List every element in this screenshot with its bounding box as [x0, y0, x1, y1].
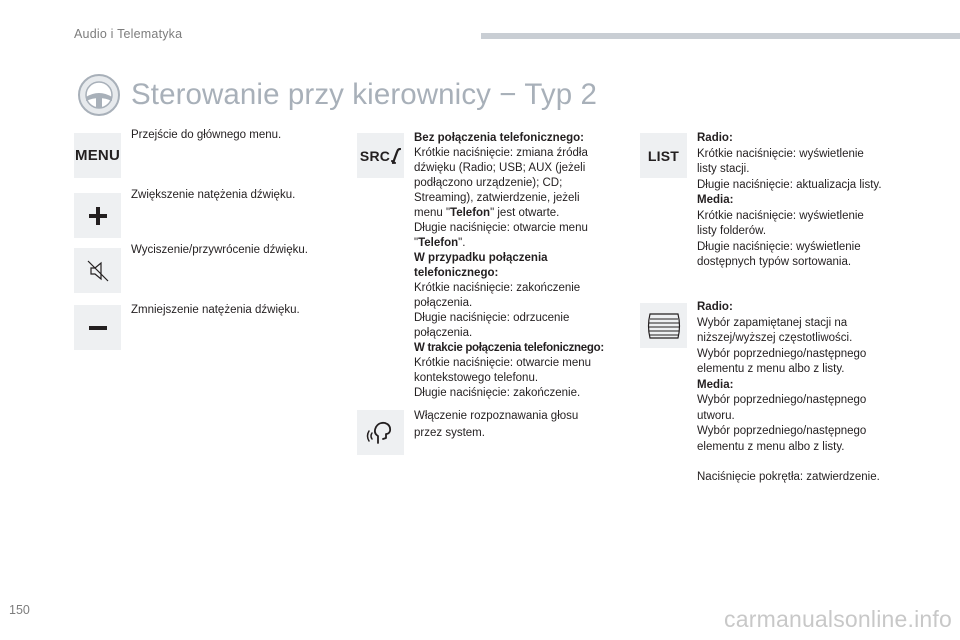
- plus-icon: [88, 206, 108, 226]
- src-line: [414, 236, 629, 251]
- thumbwheel-press-description: Naciśnięcie pokrętła: zatwierdzenie.: [697, 471, 880, 483]
- volume-up-button[interactable]: [74, 193, 121, 238]
- list-line: Krótkie naciśnięcie: wyświetlenie: [697, 147, 864, 160]
- menu-button-label: MENU: [75, 147, 120, 164]
- voice-line: przez system.: [414, 427, 485, 439]
- wheel-heading-media: Media:: [697, 378, 734, 391]
- src-line: Długie naciśnięcie: odrzucenie: [414, 312, 570, 324]
- minus-icon: [88, 318, 108, 338]
- src-text: ".: [458, 237, 466, 249]
- voice-command-button[interactable]: [357, 410, 404, 455]
- src-heading-no-call: Bez połączenia telefonicznego:: [414, 132, 584, 144]
- menu-description: Przejście do głównego menu.: [131, 129, 282, 141]
- list-description: [697, 131, 912, 271]
- src-line: kontekstowego telefonu.: [414, 372, 539, 384]
- list-line: dostępnych typów sortowania.: [697, 256, 852, 268]
- wheel-line: Wybór zapamiętanej stacji na: [697, 316, 848, 329]
- src-line: połączenia.: [414, 297, 473, 309]
- voice-command-icon: [366, 419, 396, 447]
- src-description: [414, 131, 629, 401]
- voice-line: Włączenie rozpoznawania głosu: [414, 410, 579, 422]
- src-line: Długie naciśnięcie: otwarcie menu: [414, 222, 588, 234]
- wheel-line: niższej/wyższej częstotliwości.: [697, 332, 853, 344]
- list-line: Długie naciśnięcie: aktualizacja listy.: [697, 178, 882, 191]
- src-phone-menu: Telefon: [450, 207, 491, 219]
- src-line: podłączono urządzenie); CD;: [414, 177, 563, 189]
- src-button-label: SRC: [359, 147, 391, 164]
- header-bar: [481, 33, 960, 39]
- volume-down-button[interactable]: [74, 305, 121, 350]
- list-button[interactable]: [640, 133, 687, 178]
- mute-button[interactable]: [74, 248, 121, 293]
- src-line: Streaming), zatwierdzenie, jeżeli: [414, 192, 580, 204]
- list-line: listy folderów.: [697, 225, 767, 237]
- src-text: menu ": [414, 207, 451, 219]
- src-line: Krótkie naciśnięcie: zakończenie: [414, 282, 581, 294]
- src-button[interactable]: [357, 133, 404, 178]
- page-number: 150: [9, 603, 30, 617]
- mute-description: Wyciszenie/przywrócenie dźwięku.: [131, 244, 308, 256]
- wheel-line: Wybór poprzedniego/następnego: [697, 425, 867, 437]
- src-line: połączenia.: [414, 327, 473, 339]
- thumbwheel-control[interactable]: [640, 303, 687, 348]
- list-heading-media: Media:: [697, 194, 734, 206]
- src-line: Długie naciśnięcie: zakończenie.: [414, 387, 581, 399]
- thumbwheel-icon: [646, 311, 682, 341]
- src-line: Krótkie naciśnięcie: otwarcie menu: [414, 357, 592, 369]
- page-title: Sterowanie przy kierownicy − Typ 2: [131, 78, 598, 111]
- src-text: " jest otwarte.: [490, 207, 560, 219]
- menu-button[interactable]: [74, 133, 121, 178]
- thumbwheel-description: [697, 300, 912, 455]
- src-line: [414, 206, 629, 221]
- wheel-line: Wybór poprzedniego/następnego: [697, 394, 867, 406]
- src-phone-menu: Telefon: [418, 237, 459, 249]
- list-heading-radio: Radio:: [697, 132, 733, 144]
- steering-wheel-icon: [75, 71, 123, 119]
- wheel-line: elementu z menu albo z listy.: [697, 363, 845, 375]
- volume-up-description: Zwiększenie natężenia dźwięku.: [131, 189, 296, 201]
- src-heading-during-call: W trakcie połączenia telefonicznego:: [414, 342, 604, 354]
- voice-command-description: [414, 408, 578, 442]
- list-line: Krótkie naciśnięcie: wyświetlenie: [697, 209, 864, 222]
- wheel-line: Wybór poprzedniego/następnego: [697, 347, 867, 360]
- watermark: carmanualsonline.info: [724, 606, 952, 632]
- phone-hook-icon: [391, 148, 401, 164]
- wheel-line: utworu.: [697, 409, 735, 422]
- src-line: Krótkie naciśnięcie: zmiana źródła: [414, 147, 588, 159]
- src-heading-incoming: W przypadku połączenia: [414, 252, 548, 264]
- list-line: listy stacji.: [697, 163, 750, 175]
- mute-icon: [85, 258, 111, 284]
- wheel-line: elementu z menu albo z listy.: [697, 440, 845, 453]
- src-text: ": [414, 237, 419, 249]
- src-heading-incoming: telefonicznego:: [414, 267, 499, 279]
- wheel-heading-radio: Radio:: [697, 301, 733, 313]
- src-line: dźwięku (Radio; USB; AUX (jeżeli: [414, 162, 586, 174]
- volume-down-description: Zmniejszenie natężenia dźwięku.: [131, 304, 300, 316]
- list-line: Długie naciśnięcie: wyświetlenie: [697, 240, 861, 253]
- section-label: Audio i Telematyka: [74, 27, 183, 41]
- list-button-label: LIST: [647, 147, 680, 164]
